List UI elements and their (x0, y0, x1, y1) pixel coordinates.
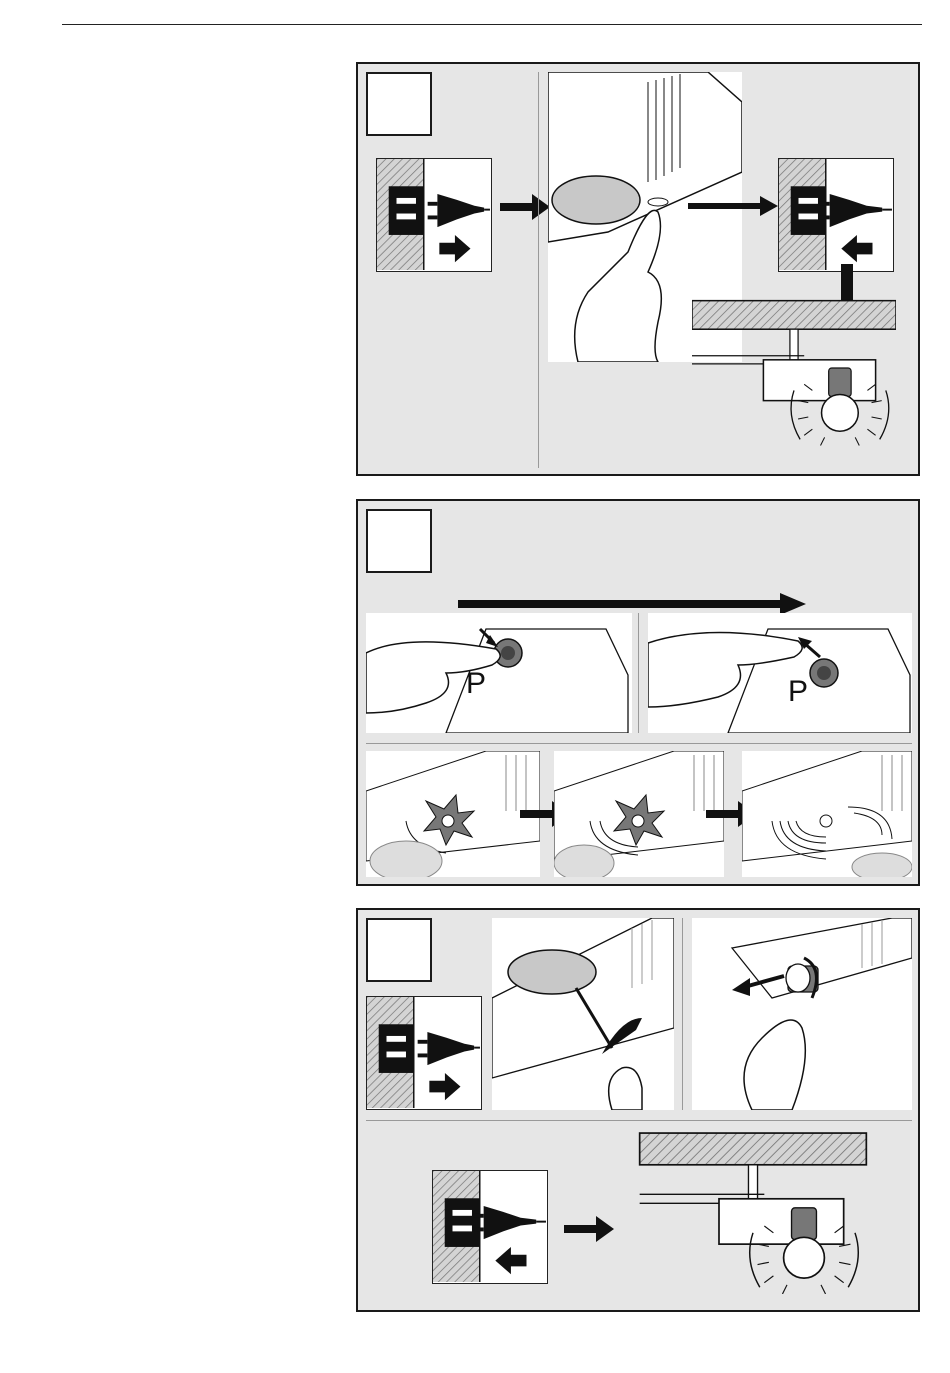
flash-drawing (742, 751, 912, 877)
divider (638, 613, 639, 733)
press-button-illustration (366, 613, 632, 733)
p-button-letter: P (788, 675, 809, 708)
step-panel-3 (356, 908, 920, 1312)
divider (538, 72, 539, 468)
lamp-flash-frame-2 (554, 751, 724, 877)
plug-in-illustration (778, 158, 894, 272)
remove-cover-illustration (492, 918, 674, 1110)
unplug-icon (367, 997, 480, 1108)
long-arrow-right-icon (458, 593, 806, 615)
plug-in-icon (433, 1171, 546, 1282)
bulb-lit-illustration (634, 1124, 872, 1294)
unplug-illustration (366, 996, 482, 1110)
unplug-icon (377, 159, 490, 270)
arrow-right-icon (564, 1216, 614, 1242)
finger-release-drawing (648, 613, 912, 733)
step-number-box (366, 509, 432, 573)
step-panel-2 (356, 499, 920, 886)
lamp-flash-frame-3 (742, 751, 912, 877)
unscrew-bulb-illustration (692, 918, 912, 1110)
step-number-box (366, 918, 432, 982)
p-button-letter: P (466, 667, 487, 700)
divider (366, 743, 912, 744)
top-rule (62, 24, 922, 25)
flash-drawing (366, 751, 540, 877)
lamp-flash-frame-1 (366, 751, 540, 877)
arrow-right-icon (688, 196, 778, 216)
cover-removal-drawing (492, 918, 674, 1110)
finger-press-drawing (366, 613, 632, 733)
step-number-box (366, 72, 432, 136)
release-button-illustration (648, 613, 912, 733)
bulb-lit-illustration (692, 286, 896, 452)
plug-in-illustration (432, 1170, 548, 1284)
divider (682, 918, 683, 1110)
arrow-right-icon (500, 194, 550, 220)
plug-in-icon (779, 159, 892, 270)
unplug-illustration (376, 158, 492, 272)
divider (366, 1120, 912, 1121)
step-panel-1 (356, 62, 920, 476)
flash-drawing (554, 751, 724, 877)
unscrew-drawing (692, 918, 912, 1110)
